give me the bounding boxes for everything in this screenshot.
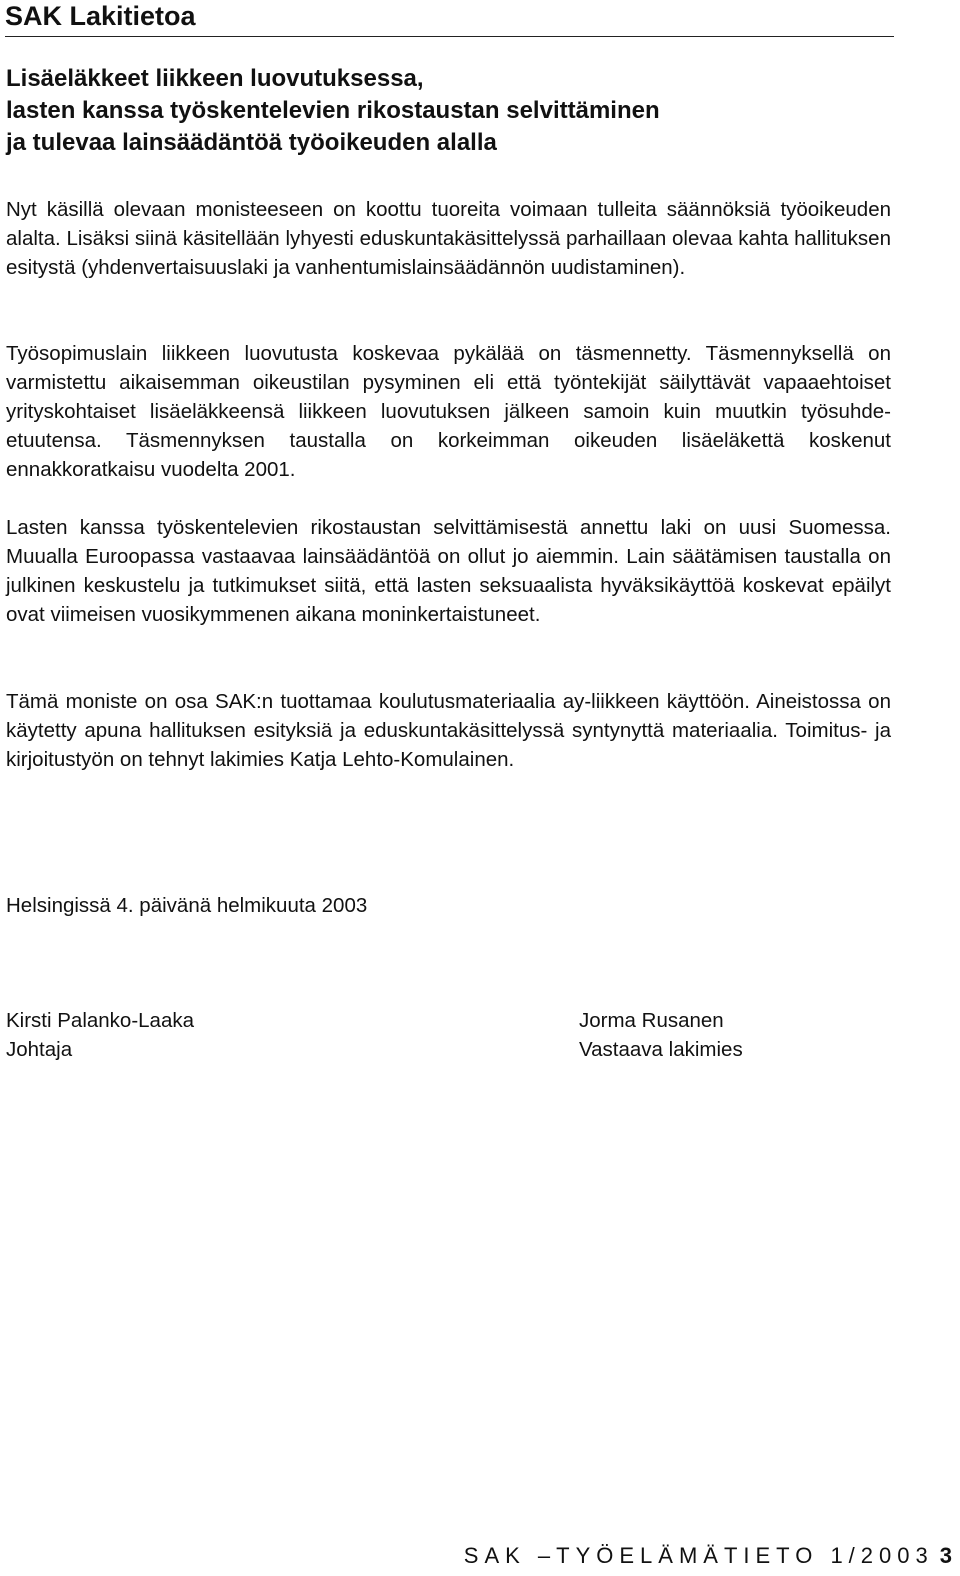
date-line: Helsingissä 4. päivänä helmikuuta 2003: [6, 894, 368, 917]
title-line-1: Lisäeläkkeet liikkeen luovutuksessa,: [6, 65, 424, 92]
paragraph-moniste: Tämä moniste on osa SAK:n tuottamaa koulutusmateriaalia ay-liikkeen käyttöön. Aineistossa on käytetty apuna hallituksen esityksiä ja eduskuntakäsittelyssä syntynyttä materiaalia. Toimitus- ja kirjoitustyön on tehnyt lakimies Katja Lehto-Komulainen.: [6, 690, 891, 771]
document-title: [6, 63, 886, 159]
signature-block-left: [6, 1006, 194, 1064]
page-header: [5, 0, 894, 37]
signature-block-right: [579, 1006, 743, 1064]
signatory-role: Johtaja: [6, 1038, 73, 1061]
signatory-role: Vastaava lakimies: [579, 1038, 743, 1061]
header-title: SAK Lakitietoa: [5, 1, 196, 31]
paragraph-tyosopimuslaki: Työsopimuslain liikkeen luovutusta koskevaa pykälää on täsmennetty. Täsmennyksellä on varmistettu aikaisemman oikeustilan pysyminen eli että työntekijät säilyttävät vapaaehtoiset yrityskohtaiset lisäeläkkeensä liikkeen luovutuksen jälkeen samoin kuin muutkin työsuhde-etuutensa. Täsmennyksen taustalla on korkeimman oikeuden lisäeläkettä koskenut ennakkoratkaisu vuodelta 2001.: [6, 342, 891, 481]
page-footer: [464, 1541, 952, 1571]
title-line-3: ja tulevaa lainsäädäntöä työoikeuden alalla: [6, 129, 497, 156]
paragraph-rikostausta: Lasten kanssa työskentelevien rikostaustan selvittämisestä annettu laki on uusi Suomessa. Muualla Euroopassa vastaavaa lainsäädäntöä on ollut jo aiemmin. Lain säätämisen taustalla on julkinen keskustelu ja tutkimukset siitä, että lasten seksuaalista hyväksikäyttöä koskevat epäilyt ovat viimeisen vuosikymmenen aikana moninkertaistuneet.: [6, 516, 891, 626]
signatory-name: Jorma Rusanen: [579, 1009, 724, 1032]
footer-publication: SAK –TYÖELÄMÄTIETO 1/2003: [463, 1543, 934, 1568]
title-line-2: lasten kanssa työskentelevien rikostaustan selvittäminen: [6, 97, 660, 124]
paragraph-intro: Nyt käsillä olevaan monisteeseen on koottu tuoreita voimaan tulleita säännöksiä työoikeuden alalta. Lisäksi siinä käsitellään lyhyesti eduskuntakäsittelyssä parhaillaan olevaa kahta hallituksen esitystä (yhdenvertaisuuslaki ja vanhentumislainsäädännön uudistaminen).: [6, 198, 891, 279]
page-number: 3: [939, 1543, 952, 1568]
signatory-name: Kirsti Palanko-Laaka: [6, 1009, 195, 1032]
